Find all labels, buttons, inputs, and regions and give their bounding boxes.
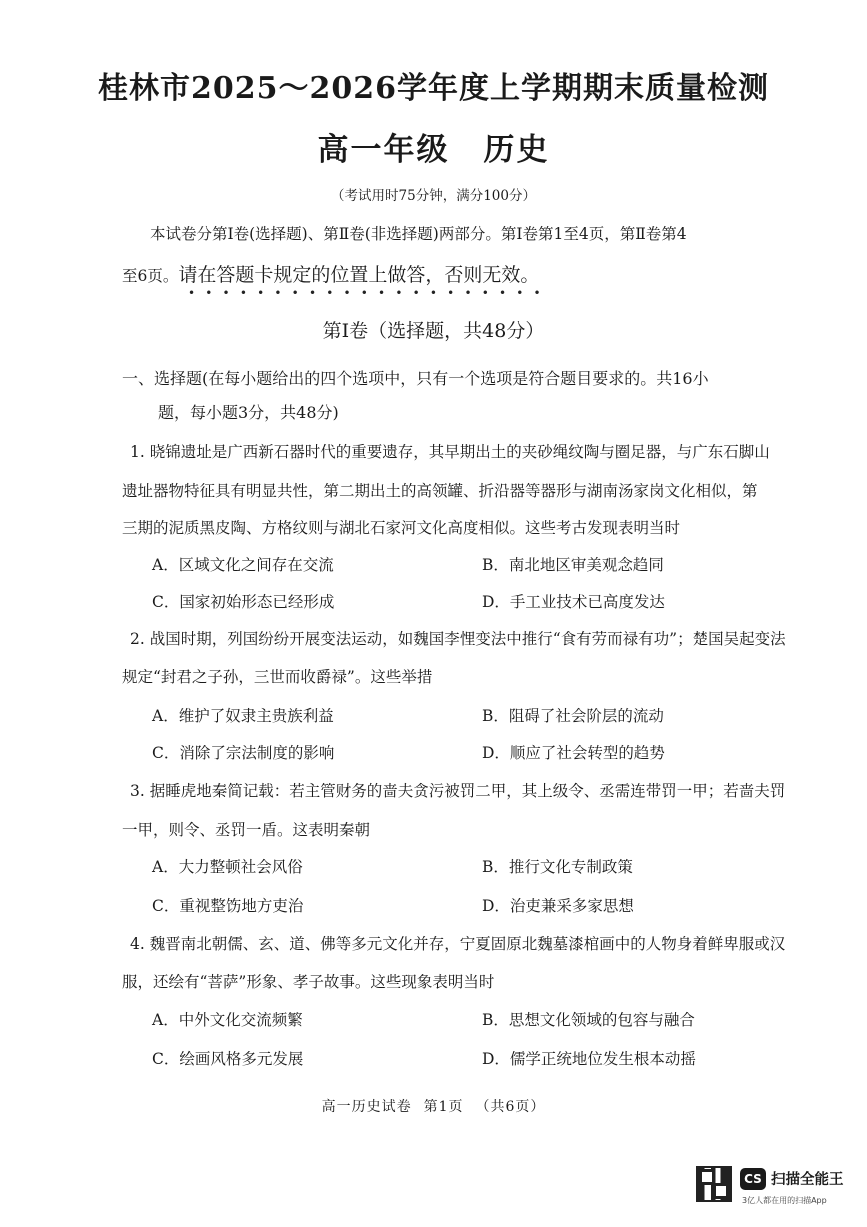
part-1-title: 第Ⅰ卷（选择题，共48分） [322,320,545,342]
intro-emphasis: 请在答题卡规定的位置上做答，否则无效。 [178,264,540,286]
question-1-option-d: D．手工业技术已高度发达 [482,593,665,611]
question-1-option-c: C．国家初始形态已经形成 [152,593,335,611]
question-3-line-1: 3. 据睡虎地秦简记载：若主管财务的啬夫贪污被罚二甲，其上级令、丞需连带罚一甲；若啬夫罚 [130,782,786,800]
intro-line-2-prefix: 至6页。 [122,267,179,285]
camscanner-logo-icon: CS [740,1168,766,1190]
subject-label: 历史 [483,132,550,168]
intro-line-1: 本试卷分第Ⅰ卷(选择题)、第Ⅱ卷(非选择题)两部分。第Ⅰ卷第1至4页，第Ⅱ卷第4 [150,225,687,243]
exam-subtitle [0,124,867,169]
question-4-line-2: 服，还绘有“菩萨”形象、孝子故事。这些现象表明当时 [122,973,495,991]
question-1-line-1: 1. 晓锦遗址是广西新石器时代的重要遗存，其早期出土的夹砂绳纹陶与圈足器，与广东石脚山 [130,443,770,461]
question-1-line-3: 三期的泥质黑皮陶、方格纹则与湖北石家河文化高度相似。这些考古发现表明当时 [122,519,681,537]
page-footer [0,1096,867,1116]
footer-paper-name: 高一历史试卷 [321,1099,412,1115]
question-3-option-d: D．治吏兼采多家思想 [482,897,634,915]
question-3-option-c: C．重视整饬地方吏治 [152,897,304,915]
question-2-option-d: D．顺应了社会转型的趋势 [482,744,665,762]
question-2-line-2: 规定“封君之子孙，三世而收爵禄”。这些举措 [122,668,433,686]
camscanner-slogan: 3亿人都在用的扫描App [742,1196,827,1205]
exam-info: （考试用时75分钟，满分100分） [331,188,536,204]
question-3-option-a: A．大力整顿社会风俗 [152,858,303,876]
question-4-line-1: 4. 魏晋南北朝儒、玄、道、佛等多元文化并存，宁夏固原北魏墓漆棺画中的人物身着鲜卑服或汉 [130,935,786,953]
question-2-option-b: B．阻碍了社会阶层的流动 [482,707,664,725]
exam-title: 桂林市2025～2026学年度上学期期末质量检测 [98,71,769,106]
question-4-option-c: C．绘画风格多元发展 [152,1050,304,1068]
footer-total-pages: （共6页） [475,1099,546,1115]
grade-label: 高一年级 [317,132,450,168]
question-3-line-2: 一甲，则令、丞罚一盾。这表明秦朝 [122,821,371,839]
section-1-heading-cont: 题，每小题3分，共48分) [158,403,339,422]
emphasis-dots: ••••••••••••••••••••• [188,286,551,300]
question-2-option-a: A．维护了奴隶主贵族利益 [152,707,334,725]
intro-line-2 [122,260,539,287]
footer-page-number: 第1页 [423,1099,464,1115]
qr-code-icon [696,1166,732,1202]
question-4-option-d: D．儒学正统地位发生根本动摇 [482,1050,696,1068]
question-4-option-b: B．思想文化领域的包容与融合 [482,1011,695,1029]
question-2-line-1: 2. 战国时期，列国纷纷开展变法运动，如魏国李悝变法中推行“食有劳而禄有功”；楚国吴起变法 [130,630,786,648]
question-1-line-2: 遗址器物特征具有明显共性，第二期出土的高领罐、折沿器等器形与湖南汤家岗文化相似，第 [122,482,758,500]
question-3-option-b: B．推行文化专制政策 [482,858,633,876]
question-2-option-c: C．消除了宗法制度的影响 [152,744,335,762]
camscanner-name: 扫描全能王 [771,1172,844,1188]
question-1-option-a: A．区域文化之间存在交流 [152,556,334,574]
section-1-heading: 一、选择题(在每小题给出的四个选项中，只有一个选项是符合题目要求的。共16小 [122,369,709,388]
question-1-option-b: B．南北地区审美观念趋同 [482,556,664,574]
question-4-option-a: A．中外文化交流频繁 [152,1011,303,1029]
